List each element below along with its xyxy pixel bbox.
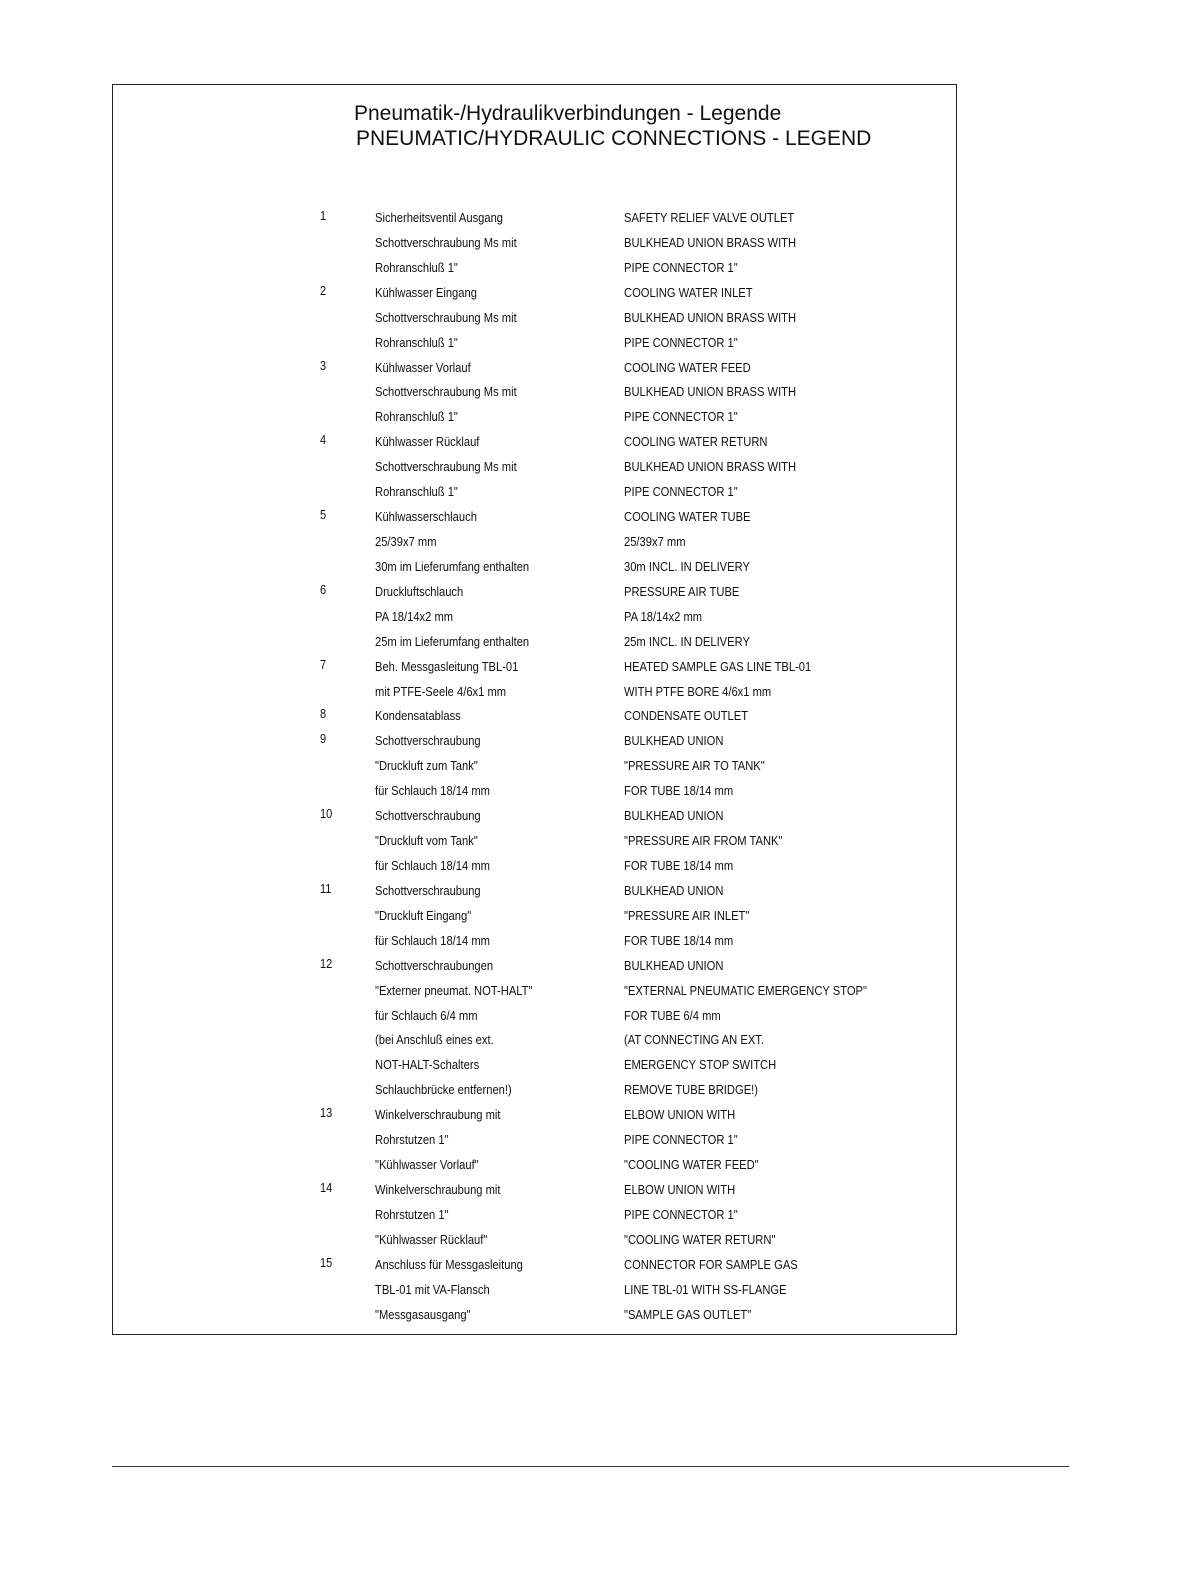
legend-item-number: 15: [320, 1255, 333, 1270]
legend-text-english: FOR TUBE 18/14 mm: [624, 932, 734, 948]
legend-item-number: 3: [320, 358, 327, 373]
legend-text-english: PIPE CONNECTOR 1": [624, 1206, 738, 1222]
legend-text-german: Beh. Messgasleitung TBL-01: [375, 658, 519, 674]
legend-text-english: PIPE CONNECTOR 1": [624, 259, 738, 275]
legend-text-german: Schottverschraubung Ms mit: [375, 384, 517, 400]
legend-text-german: "Kühlwasser Rücklauf": [375, 1231, 488, 1247]
legend-row: [0, 1053, 1191, 1078]
legend-row: [0, 555, 1191, 580]
legend-text-german: "Externer pneumat. NOT-HALT": [375, 982, 533, 998]
legend-text-german: Rohranschluß 1": [375, 334, 458, 350]
legend-text-english: REMOVE TUBE BRIDGE!): [624, 1082, 758, 1098]
legend-text-german: Kühlwasser Vorlauf: [375, 359, 471, 375]
legend-text-english: "PRESSURE AIR FROM TANK": [624, 833, 783, 849]
legend-text-german: Druckluftschlauch: [375, 583, 464, 599]
legend-text-german: für Schlauch 6/4 mm: [375, 1007, 478, 1023]
legend-item-number: 11: [320, 881, 332, 896]
legend-row: [0, 281, 1191, 306]
legend-text-english: ELBOW UNION WITH: [624, 1181, 736, 1197]
legend-text-english: PRESSURE AIR TUBE: [624, 583, 740, 599]
legend-text-german: "Druckluft zum Tank": [375, 758, 478, 774]
legend-row: [0, 1153, 1191, 1178]
legend-text-german: für Schlauch 18/14 mm: [375, 857, 490, 873]
legend-row: [0, 231, 1191, 256]
legend-text-german: 25m im Lieferumfang enthalten: [375, 633, 530, 649]
legend-text-english: BULKHEAD UNION BRASS WITH: [624, 234, 797, 250]
legend-text-english: FOR TUBE 18/14 mm: [624, 857, 734, 873]
legend-row: [0, 704, 1191, 729]
legend-item-number: 14: [320, 1180, 333, 1195]
legend-text-english: "EXTERNAL PNEUMATIC EMERGENCY STOP": [624, 982, 867, 998]
legend-row: [0, 380, 1191, 405]
legend-text-german: (bei Anschluß eines ext.: [375, 1032, 494, 1048]
legend-text-german: PA 18/14x2 mm: [375, 608, 454, 624]
legend-row: [0, 306, 1191, 331]
legend-text-english: LINE TBL-01 WITH SS-FLANGE: [624, 1281, 787, 1297]
legend-text-english: PIPE CONNECTOR 1": [624, 1132, 738, 1148]
legend-text-english: "COOLING WATER RETURN": [624, 1231, 776, 1247]
legend-text-english: FOR TUBE 18/14 mm: [624, 783, 734, 799]
legend-row: [0, 729, 1191, 754]
legend-text-english: 30m INCL. IN DELIVERY: [624, 558, 750, 574]
legend-row: [0, 1128, 1191, 1153]
legend-row: [0, 580, 1191, 605]
legend-text-english: "PRESSURE AIR TO TANK": [624, 758, 765, 774]
legend-text-german: NOT-HALT-Schalters: [375, 1057, 480, 1073]
legend-row: [0, 1103, 1191, 1128]
legend-item-number: 1: [320, 209, 327, 223]
legend-text-german: Rohrstutzen 1": [375, 1206, 449, 1222]
legend-row: [0, 779, 1191, 804]
legend-text-german: 25/39x7 mm: [375, 533, 437, 549]
legend-row: [0, 754, 1191, 779]
legend-text-english: ELBOW UNION WITH: [624, 1107, 736, 1123]
legend-text-english: BULKHEAD UNION: [624, 808, 724, 824]
legend-text-german: 30m im Lieferumfang enthalten: [375, 558, 530, 574]
legend-text-german: "Druckluft vom Tank": [375, 833, 478, 849]
legend-item-number: 5: [320, 508, 327, 523]
legend-text-german: Schottverschraubung: [375, 808, 481, 824]
legend-text-german: Kondensatablass: [375, 708, 461, 724]
legend-row: [0, 630, 1191, 655]
legend-text-german: Rohrstutzen 1": [375, 1132, 449, 1148]
legend-text-english: WITH PTFE BORE 4/6x1 mm: [624, 683, 772, 699]
legend-item-number: 12: [320, 956, 333, 971]
legend-text-english: EMERGENCY STOP SWITCH: [624, 1057, 777, 1073]
legend-text-english: BULKHEAD UNION BRASS WITH: [624, 309, 797, 325]
legend-row: [0, 804, 1191, 829]
legend-item-number: 8: [320, 707, 327, 722]
legend-row: [0, 854, 1191, 879]
legend-row: [0, 1203, 1191, 1228]
legend-text-german: Kühlwasser Rücklauf: [375, 434, 480, 450]
legend-text-german: Schlauchbrücke entfernen!): [375, 1082, 512, 1098]
legend-text-english: CONDENSATE OUTLET: [624, 708, 749, 724]
legend-row: [0, 1303, 1191, 1328]
legend-text-english: "PRESSURE AIR INLET": [624, 907, 750, 923]
legend-text-german: für Schlauch 18/14 mm: [375, 783, 490, 799]
legend-text-german: für Schlauch 18/14 mm: [375, 932, 490, 948]
legend-row: [0, 1004, 1191, 1029]
legend-row: [0, 331, 1191, 356]
legend-text-english: 25/39x7 mm: [624, 533, 686, 549]
legend-item-number: 2: [320, 283, 327, 298]
legend-row: [0, 929, 1191, 954]
legend-text-german: Schottverschraubung Ms mit: [375, 309, 517, 325]
footer-divider: [112, 1466, 1069, 1467]
legend-text-german: "Messgasausgang": [375, 1306, 471, 1322]
legend-text-english: "COOLING WATER FEED": [624, 1157, 759, 1173]
legend-text-english: BULKHEAD UNION BRASS WITH: [624, 459, 797, 475]
legend-row: [0, 1078, 1191, 1103]
legend-item-number: 6: [320, 582, 327, 597]
legend-text-german: Kühlwasser Eingang: [375, 284, 477, 300]
legend-row: [0, 605, 1191, 630]
legend-text-english: BULKHEAD UNION: [624, 957, 724, 973]
legend-text-german: Schottverschraubungen: [375, 957, 494, 973]
legend-text-german: Schottverschraubung: [375, 733, 481, 749]
legend-text-english: PA 18/14x2 mm: [624, 608, 703, 624]
legend-text-english: COOLING WATER FEED: [624, 359, 751, 375]
legend-row: [0, 1178, 1191, 1203]
legend-row: [0, 430, 1191, 455]
legend-row: [0, 1028, 1191, 1053]
legend-row: [0, 206, 1191, 231]
legend-text-german: "Kühlwasser Vorlauf": [375, 1157, 479, 1173]
title-german: Pneumatik-/Hydraulikverbindungen - Legende: [354, 102, 782, 125]
legend-text-german: Kühlwasserschlauch: [375, 509, 477, 525]
legend-text-german: "Druckluft Eingang": [375, 907, 472, 923]
legend-row: [0, 680, 1191, 705]
legend-item-number: 13: [320, 1106, 333, 1121]
legend-row: [0, 1253, 1191, 1278]
legend-item-number: 10: [320, 807, 333, 822]
legend-text-english: COOLING WATER RETURN: [624, 434, 768, 450]
legend-text-english: COOLING WATER INLET: [624, 284, 753, 300]
legend-text-german: TBL-01 mit VA-Flansch: [375, 1281, 490, 1297]
legend-row: [0, 455, 1191, 480]
legend-row: [0, 480, 1191, 505]
legend-row: [0, 829, 1191, 854]
legend-text-english: SAFETY RELIEF VALVE OUTLET: [624, 210, 795, 225]
legend-text-german: mit PTFE-Seele 4/6x1 mm: [375, 683, 507, 699]
legend-item-number: 7: [320, 657, 327, 672]
legend-row: [0, 979, 1191, 1004]
legend-text-english: PIPE CONNECTOR 1": [624, 334, 738, 350]
legend-row: [0, 954, 1191, 979]
legend-text-german: Sicherheitsventil Ausgang: [375, 210, 504, 225]
legend-text-german: Anschluss für Messgasleitung: [375, 1256, 523, 1272]
legend-text-english: 25m INCL. IN DELIVERY: [624, 633, 750, 649]
legend-text-german: Rohranschluß 1": [375, 484, 458, 500]
legend-row: [0, 879, 1191, 904]
legend-text-english: BULKHEAD UNION BRASS WITH: [624, 384, 797, 400]
legend-row: [0, 505, 1191, 530]
legend-item-number: 9: [320, 732, 327, 747]
legend-row: [0, 256, 1191, 281]
legend-text-english: (AT CONNECTING AN EXT.: [624, 1032, 764, 1048]
legend-text-german: Winkelverschraubung mit: [375, 1181, 501, 1197]
legend-text-german: Rohranschluß 1": [375, 259, 458, 275]
legend-row: [0, 904, 1191, 929]
legend-text-german: Schottverschraubung Ms mit: [375, 234, 517, 250]
legend-row: [0, 655, 1191, 680]
legend-text-german: Schottverschraubung: [375, 882, 481, 898]
legend-text-english: BULKHEAD UNION: [624, 733, 724, 749]
legend-row: [0, 1228, 1191, 1253]
legend-row: [0, 356, 1191, 381]
legend-row: [0, 530, 1191, 555]
legend-text-english: PIPE CONNECTOR 1": [624, 409, 738, 425]
legend-text-english: CONNECTOR FOR SAMPLE GAS: [624, 1256, 798, 1272]
legend-text-english: PIPE CONNECTOR 1": [624, 484, 738, 500]
legend-text-english: HEATED SAMPLE GAS LINE TBL-01: [624, 658, 812, 674]
legend-text-english: COOLING WATER TUBE: [624, 509, 751, 525]
title-english: PNEUMATIC/HYDRAULIC CONNECTIONS - LEGEND: [356, 127, 872, 150]
legend-item-number: 4: [320, 433, 327, 448]
legend-text-english: "SAMPLE GAS OUTLET": [624, 1306, 752, 1322]
legend-text-german: Winkelverschraubung mit: [375, 1107, 501, 1123]
legend-row: [0, 1278, 1191, 1303]
legend-text-german: Rohranschluß 1": [375, 409, 458, 425]
legend-row: [0, 405, 1191, 430]
legend-text-german: Schottverschraubung Ms mit: [375, 459, 517, 475]
legend-text-english: BULKHEAD UNION: [624, 882, 724, 898]
legend-text-english: FOR TUBE 6/4 mm: [624, 1007, 721, 1023]
legend-table: [0, 206, 1191, 1327]
